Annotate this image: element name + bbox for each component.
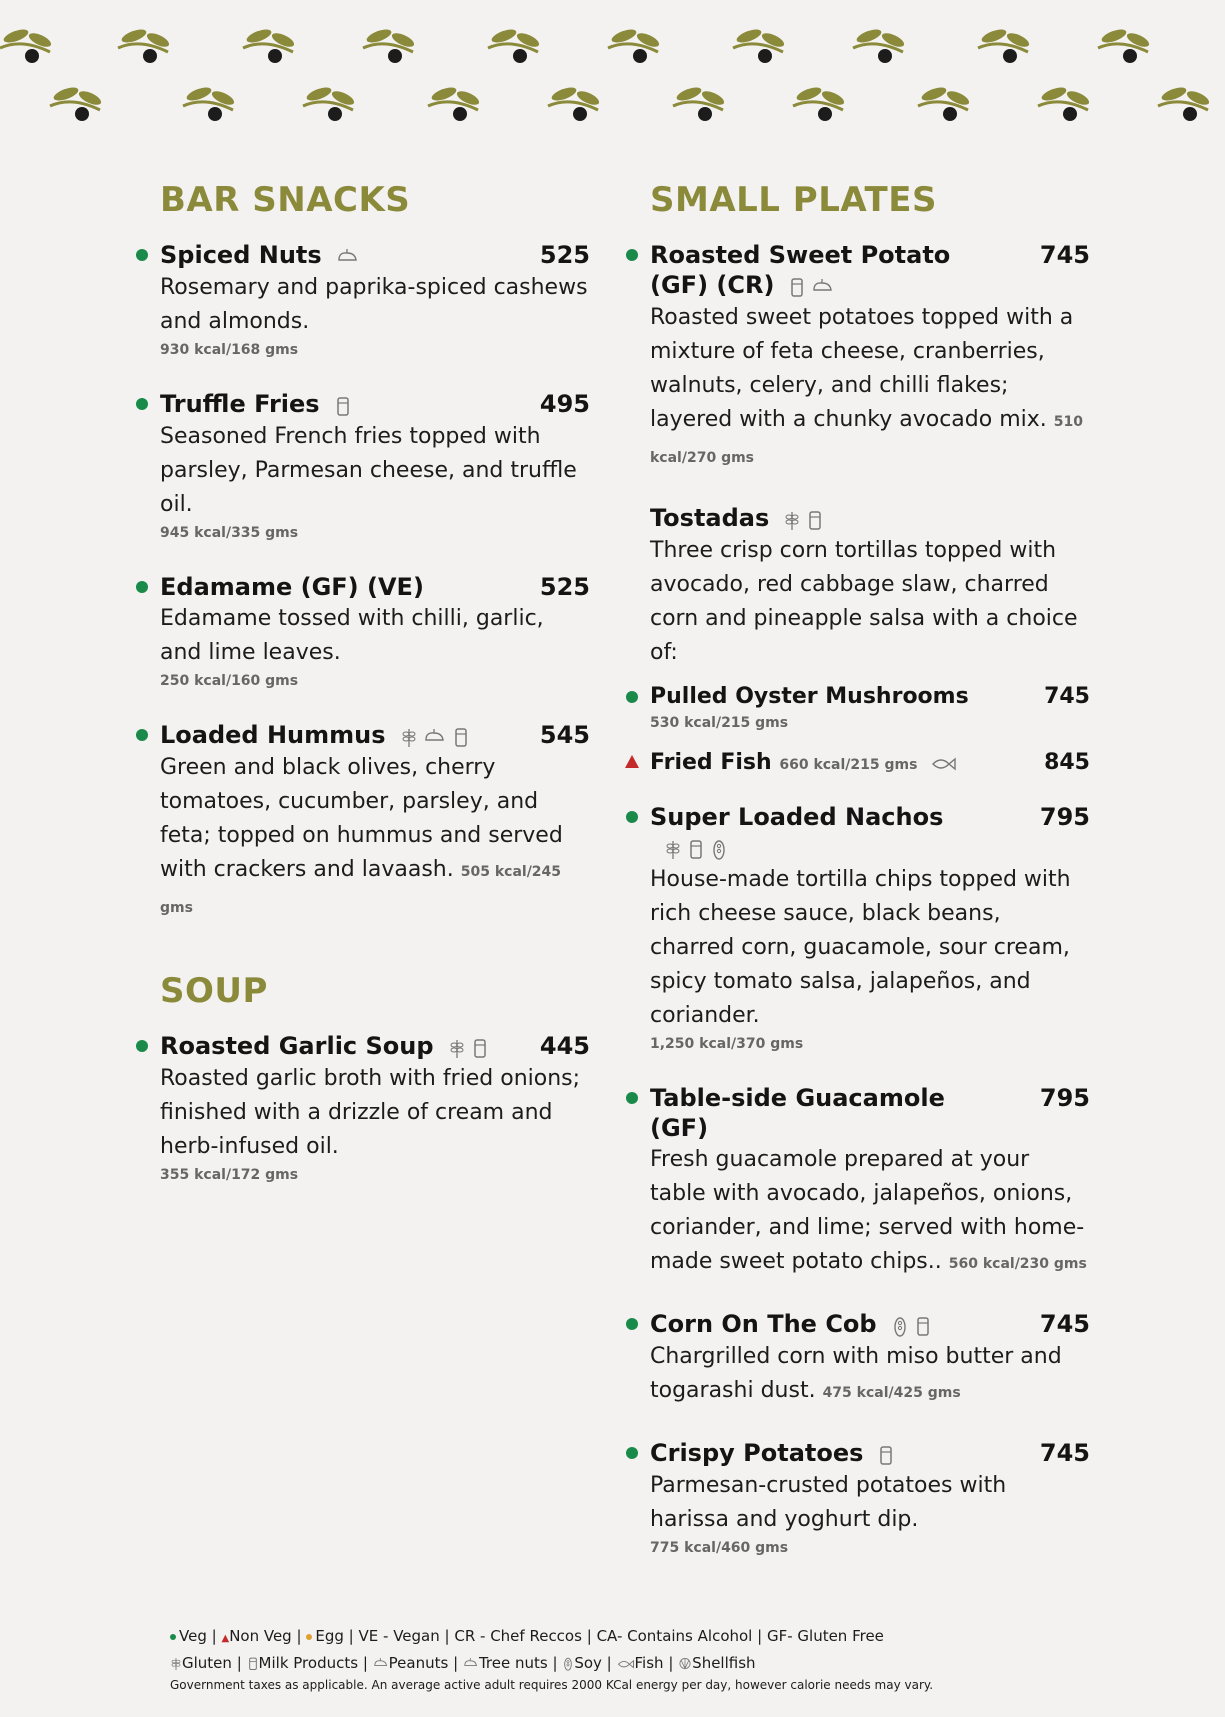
legend-gluten-free: GF- Gluten Free [766, 1627, 884, 1645]
legend-non-veg: Non Veg [229, 1627, 292, 1645]
legend-separator: | [552, 1654, 558, 1672]
milk-icon [788, 276, 806, 298]
menu-item-loaded-hummus [160, 720, 590, 925]
item-calories: 355 kcal/172 gms [160, 1167, 299, 1183]
legend-chef-reccos: CR - Chef Reccos [454, 1627, 582, 1645]
peanut-icon [373, 1656, 389, 1671]
tax-calorie-note: Government taxes as applicable. An average active adult requires 2000 KCal energy per day, however calorie needs may vary. [170, 1678, 934, 1692]
legend-soy: Soy [574, 1654, 602, 1672]
legend-peanuts: Peanuts [388, 1654, 449, 1672]
item-description: Fresh guacamole prepared at your table with avocado, jalapeños, onions, coriander, and lime; served with home-made sweet potato chips.. [650, 1147, 1085, 1274]
menu-item-truffle-fries [160, 389, 590, 544]
item-price: 745 [1039, 1310, 1090, 1338]
milk-icon [334, 395, 352, 417]
item-price: 795 [1039, 803, 1090, 831]
veg-marker [170, 1634, 176, 1640]
legend-separator: | [606, 1654, 612, 1672]
soy-icon [710, 838, 728, 860]
tostadas-option-mushrooms [650, 682, 1090, 734]
tree-nut-icon [463, 1656, 479, 1671]
menu-item-super-loaded-nachos [650, 802, 1090, 1055]
milk-icon [687, 838, 705, 860]
legend-separator: | [453, 1654, 459, 1672]
tostadas-option-fried-fish [650, 748, 1090, 780]
menu-item-corn-on-the-cob [650, 1309, 1090, 1410]
item-calories: 475 kcal/425 gms [822, 1385, 961, 1401]
right-column [650, 180, 1090, 1587]
legend-separator: | [444, 1627, 450, 1645]
veg-marker [626, 811, 638, 823]
item-calories: 530 kcal/215 gms [650, 715, 789, 731]
non-veg-marker: ▲ [221, 1633, 230, 1644]
gluten-icon [664, 838, 682, 860]
gluten-icon [783, 509, 801, 531]
item-price: 745 [1039, 1439, 1090, 1467]
soy-icon [562, 1656, 574, 1671]
tree-nut-icon [423, 726, 447, 748]
item-calories: 510 kcal/270 gms [650, 414, 1083, 466]
item-description: Parmesan-crusted potatoes with harissa and yoghurt dip. [650, 1473, 1007, 1532]
legend-separator: | [236, 1654, 242, 1672]
item-price: 745 [1039, 241, 1090, 269]
legend-vegan: VE - Vegan [358, 1627, 440, 1645]
milk-icon [806, 509, 824, 531]
item-name: Edamame (GF) (VE) [160, 573, 424, 601]
legend-tree-nuts: Tree nuts [478, 1654, 548, 1672]
gluten-icon [400, 726, 418, 748]
veg-marker [136, 398, 148, 410]
item-price: 495 [539, 390, 590, 418]
milk-icon [247, 1656, 259, 1671]
gluten-icon [170, 1656, 182, 1671]
legend-shellfish: Shellfish [692, 1654, 756, 1672]
item-name: Crispy Potatoes [650, 1439, 864, 1467]
veg-marker [136, 249, 148, 261]
item-price: 745 [1044, 684, 1090, 709]
legend-separator: | [757, 1627, 763, 1645]
legend-contains-alcohol: CA- Contains Alcohol [596, 1627, 753, 1645]
section-title-small-plates: SMALL PLATES [650, 180, 937, 220]
item-name: Roasted Sweet Potato (GF) (CR) [650, 241, 951, 299]
item-description: House-made tortilla chips topped with rich cheese sauce, black beans, charred corn, guacamole, sour cream, spicy tomato salsa, jalapeños, and coriander. [650, 867, 1071, 1028]
item-description: Seasoned French fries topped with parsley, Parmesan cheese, and truffle oil. [160, 424, 577, 517]
non-veg-marker [625, 755, 639, 768]
fish-icon [617, 1656, 635, 1671]
item-name: Loaded Hummus [160, 721, 386, 749]
tree-nut-icon [811, 276, 835, 298]
item-name: Spiced Nuts [160, 241, 322, 269]
veg-marker [626, 1318, 638, 1330]
item-name: Roasted Garlic Soup [160, 1032, 434, 1060]
veg-marker [626, 249, 638, 261]
item-calories: 945 kcal/335 gms [160, 525, 299, 541]
menu-item-spiced-nuts [160, 240, 590, 361]
veg-marker [626, 1092, 638, 1104]
item-price: 525 [539, 241, 590, 269]
legend-gluten: Gluten [182, 1654, 232, 1672]
item-calories: 250 kcal/160 gms [160, 673, 299, 689]
item-name: Corn On The Cob [650, 1310, 877, 1338]
veg-marker [626, 1447, 638, 1459]
fish-icon [931, 752, 957, 774]
legend-row-diet [170, 1624, 1070, 1651]
legend-separator: | [211, 1627, 217, 1645]
item-name: Fried Fish [650, 750, 772, 775]
item-description: Green and black olives, cherry tomatoes, cucumber, parsley, and feta; topped on hummus and served with crackers and lavaash. [160, 755, 563, 882]
item-description: Roasted garlic broth with fried onions; finished with a drizzle of cream and herb-infused oil. [160, 1066, 581, 1159]
item-calories: 560 kcal/230 gms [948, 1256, 1087, 1272]
item-description: Rosemary and paprika-spiced cashews and almonds. [160, 275, 588, 334]
legend-milk: Milk Products [258, 1654, 359, 1672]
section-title-bar-snacks: BAR SNACKS [160, 180, 411, 220]
legend-separator: | [668, 1654, 674, 1672]
item-price: 845 [1044, 750, 1090, 775]
item-calories: 1,250 kcal/370 gms [650, 1036, 804, 1052]
gluten-icon [448, 1037, 466, 1059]
item-name: Truffle Fries [160, 390, 320, 418]
left-column [160, 180, 590, 1214]
olive-branch-decoration [0, 0, 1225, 140]
veg-marker [136, 729, 148, 741]
legend-row-allergens [170, 1651, 1070, 1676]
item-calories: 930 kcal/168 gms [160, 342, 299, 358]
legend-separator: | [362, 1654, 368, 1672]
milk-icon [877, 1444, 895, 1466]
item-name: Super Loaded Nachos [650, 803, 944, 831]
item-price: 545 [539, 721, 590, 749]
menu-item-tostadas [650, 503, 1090, 670]
tree-nut-icon [336, 246, 360, 268]
item-description: Three crisp corn tortillas topped with avocado, red cabbage slaw, charred corn and pineapple salsa with a choice of: [650, 538, 1078, 665]
milk-icon [471, 1037, 489, 1059]
legend-fish: Fish [634, 1654, 664, 1672]
item-name: Table-side Guacamole (GF) [650, 1084, 945, 1142]
legend-veg: Veg [179, 1627, 207, 1645]
item-description: Chargrilled corn with miso butter and togarashi dust. [650, 1344, 1062, 1403]
item-calories: 775 kcal/460 gms [650, 1540, 789, 1556]
item-description: Roasted sweet potatoes topped with a mixture of feta cheese, cranberries, walnuts, celery, and chilli flakes; layered with a chunky avocado mix. [650, 305, 1074, 432]
menu-item-table-side-guacamole [650, 1083, 1090, 1281]
veg-marker [136, 1040, 148, 1052]
legend-footer [170, 1624, 1070, 1694]
item-calories: 505 kcal/245 gms [160, 864, 562, 916]
menu-item-roasted-garlic-soup [160, 1031, 590, 1186]
legend-separator: | [348, 1627, 354, 1645]
legend-egg: Egg [315, 1627, 344, 1645]
item-description: Edamame tossed with chilli, garlic, and lime leaves. [160, 606, 544, 665]
legend-separator: | [296, 1627, 302, 1645]
item-calories: 660 kcal/215 gms [779, 757, 918, 773]
item-price: 525 [539, 573, 590, 601]
menu-item-crispy-potatoes [650, 1438, 1090, 1559]
item-name: Pulled Oyster Mushrooms [650, 684, 969, 709]
milk-icon [914, 1315, 932, 1337]
menu-item-roasted-sweet-potato [650, 240, 1090, 475]
item-name: Tostadas [650, 504, 770, 532]
egg-marker [306, 1634, 312, 1640]
menu-item-edamame [160, 572, 590, 692]
milk-icon [452, 726, 470, 748]
veg-marker [136, 581, 148, 593]
item-price: 795 [1039, 1084, 1090, 1112]
shellfish-icon [678, 1656, 692, 1671]
legend-separator: | [586, 1627, 592, 1645]
section-title-soup: SOUP [160, 971, 268, 1011]
soy-icon [891, 1315, 909, 1337]
item-price: 445 [539, 1032, 590, 1060]
veg-marker [626, 691, 638, 703]
